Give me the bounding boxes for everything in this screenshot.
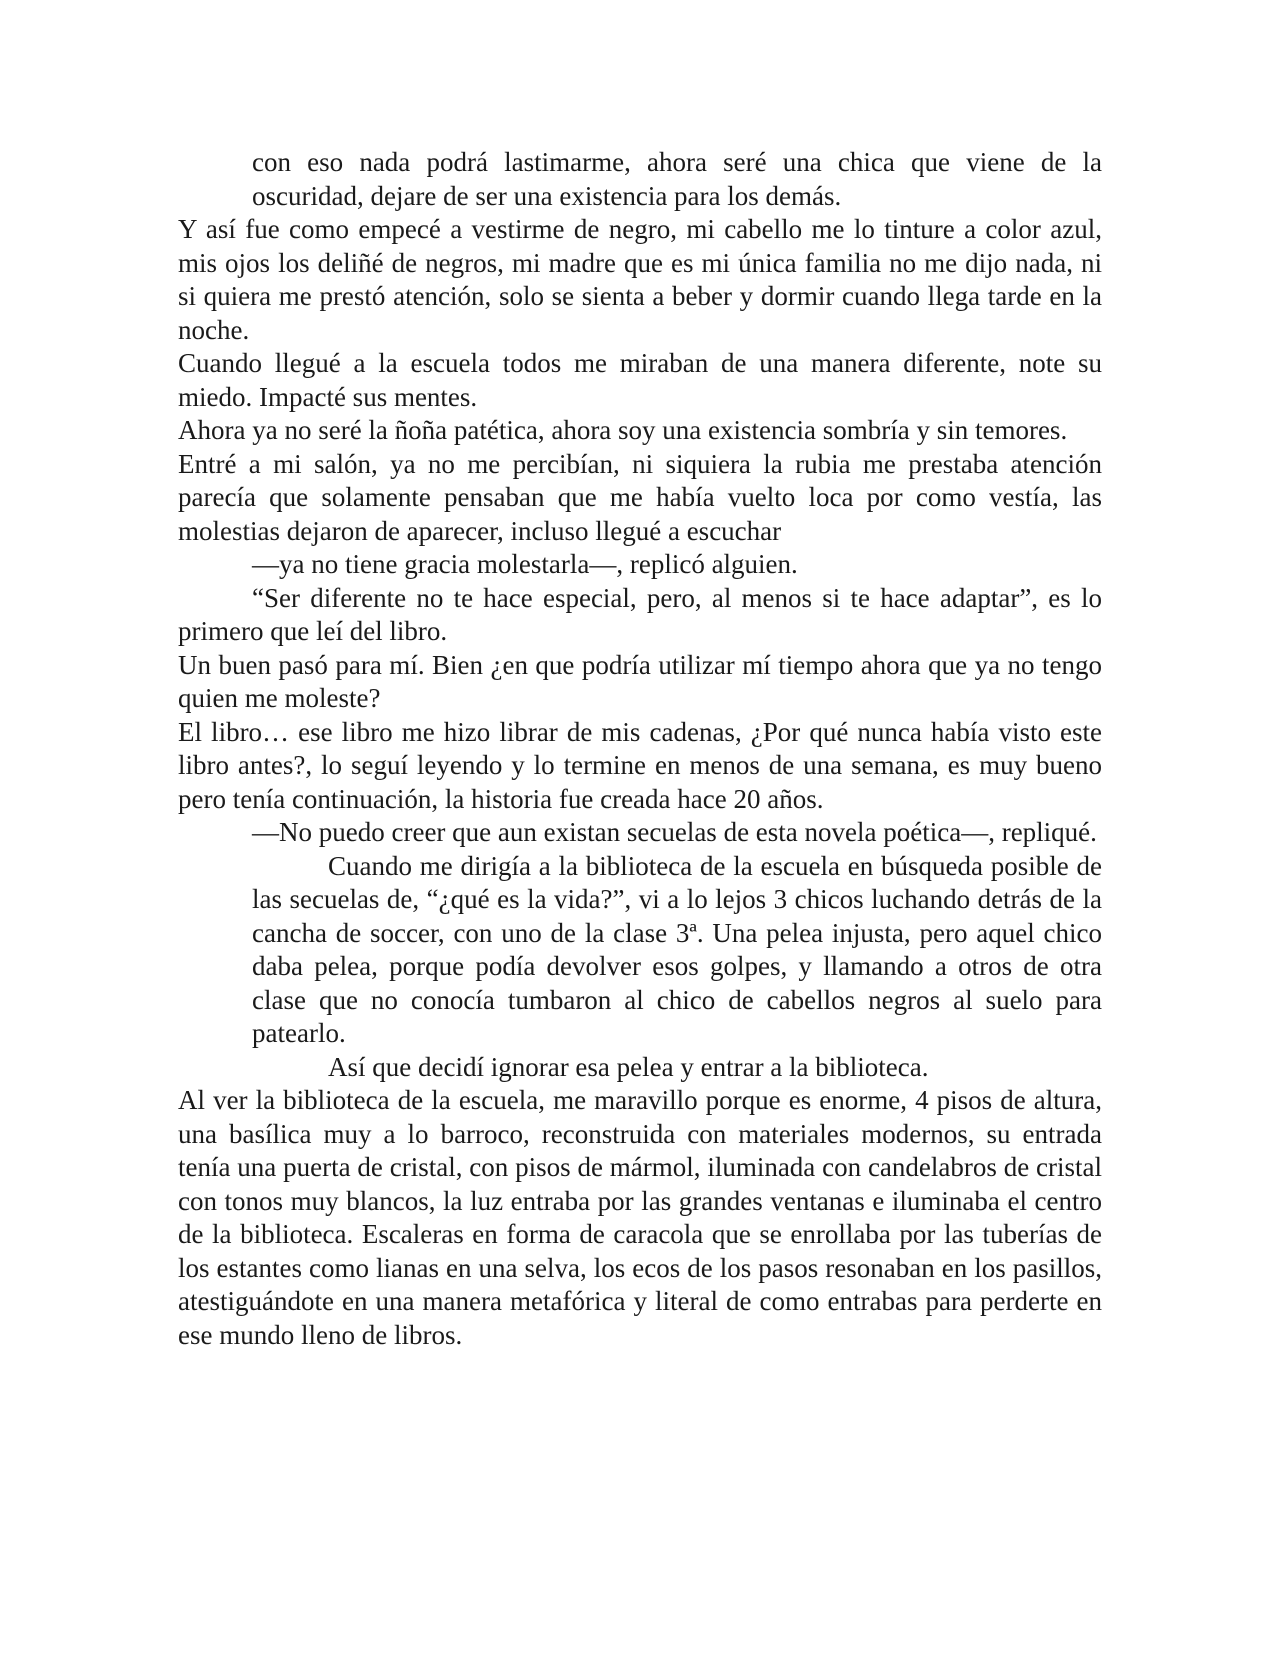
paragraph-11: Cuando me dirigía a la biblioteca de la escuela en búsqueda posible de las secuelas de, “¿qué es la vida?”, vi a lo lejos 3 chicos luchando detrás de la cancha de soccer, con uno de la clase 3ª. Una pelea injusta, pero aquel chico daba pelea, porque podía devolver esos golpes, y llamando a otros de otra clase que no conocía tumbaron al chico de cabellos negros al suelo para patearlo. xyxy=(252,850,1102,1048)
paragraph-10-dialogue: —No puedo creer que aun existan secuelas de esta novela poética—, repliqué. xyxy=(252,817,1097,847)
paragraph-9: El libro… ese libro me hizo librar de mis cadenas, ¿Por qué nunca había visto este libro antes?, lo seguí leyendo y lo termine en menos de una semana, es muy bueno pero tenía continuación, la historia fue creada hace 20 años. xyxy=(178,716,1102,814)
paragraph-6-dialogue: —ya no tiene gracia molestarla—, replicó alguien. xyxy=(252,549,798,579)
paragraph-8: Un buen pasó para mí. Bien ¿en que podría utilizar mí tiempo ahora que ya no tengo quien me moleste? xyxy=(178,649,1102,713)
paragraph-7-quote: “Ser diferente no te hace especial, pero, al menos si te hace adaptar”, es lo primero que leí del libro. xyxy=(178,582,1102,646)
paragraph-12: Así que decidí ignorar esa pelea y entrar a la biblioteca. xyxy=(328,1051,929,1082)
paragraph-1: con eso nada podrá lastimarme, ahora seré una chica que viene de la oscuridad, dejare de ser una existencia para los demás. xyxy=(252,147,1102,211)
paragraph-5: Entré a mi salón, ya no me percibían, ni siquiera la rubia me prestaba atención parecía que solamente pensaban que me había vuelto loca por como vestía, las molestias dejaron de aparecer, incluso llegué a escuchar xyxy=(178,448,1102,546)
paragraph-13: Al ver la biblioteca de la escuela, me maravillo porque es enorme, 4 pisos de altura, una basílica muy a lo barroco, reconstruida con materiales modernos, su entrada tenía una puerta de cristal, con pisos de mármol, iluminada con candelabros de cristal con tonos muy blancos, la luz entraba por las grandes ventanas e iluminaba el centro de la biblioteca. Escaleras en forma de caracola que se enrollaba por las tuberías de los estantes como lianas en una selva, los ecos de los pasos resonaban en los pasillos, atestiguándote en una manera metafórica y literal de como entrabas para perderte en ese mundo lleno de libros. xyxy=(178,1085,1102,1350)
paragraph-2: Y así fue como empecé a vestirme de negro, mi cabello me lo tinture a color azul, mis ojos los deliñé de negros, mi madre que es mi única familia no me dijo nada, ni si quiera me prestó atención, solo se sienta a beber y dormir cuando llega tarde en la noche. xyxy=(178,214,1102,345)
paragraph-4: Ahora ya no seré la ñoña patética, ahora soy una existencia sombría y sin temores. xyxy=(178,415,1068,445)
paragraph-3: Cuando llegué a la escuela todos me miraban de una manera diferente, note su miedo. Impacté sus mentes. xyxy=(178,348,1102,412)
body-text xyxy=(178,146,1102,1352)
